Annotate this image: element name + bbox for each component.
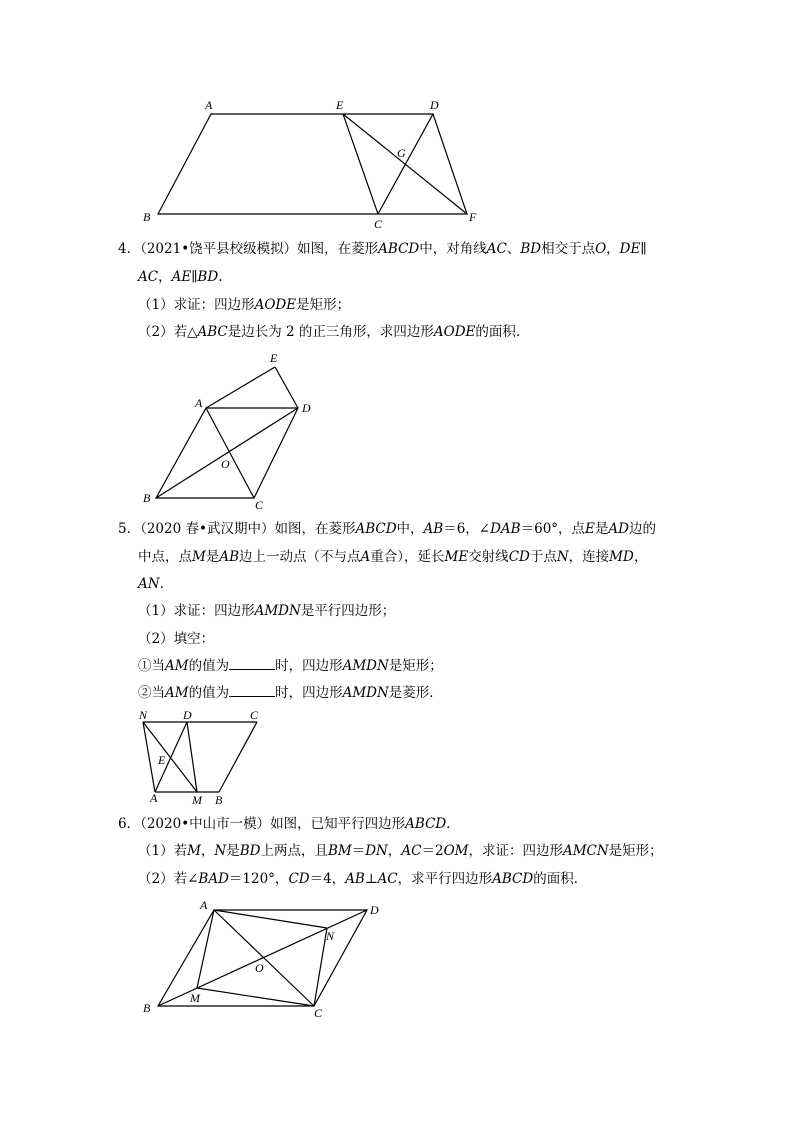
- text: BAD: [198, 871, 229, 887]
- fig2-label: O: [221, 457, 230, 471]
- text: ABCD: [405, 816, 447, 832]
- text: M: [187, 843, 201, 859]
- text: （2）若△: [138, 324, 198, 340]
- text: AB⊥AC: [345, 871, 398, 887]
- fig1-label: D: [430, 98, 439, 112]
- text: 是: [205, 549, 220, 565]
- fig1-label: E: [336, 98, 344, 112]
- fig4-label: A: [200, 898, 208, 912]
- text: （1）若: [138, 843, 188, 859]
- text: 6．（2020•中山市一模）如图，已知平行四边形: [118, 816, 406, 832]
- text: AMDN: [254, 603, 301, 619]
- text: 中点，点: [138, 549, 192, 565]
- text: 是边长为 2 的正三角形，求四边形: [227, 324, 434, 340]
- text: ，: [200, 843, 215, 859]
- text: AB: [423, 521, 444, 537]
- text: 是菱形．: [388, 685, 443, 701]
- text: 相交于点: [541, 241, 596, 257]
- text: ②当: [138, 685, 165, 701]
- fig4-label: C: [314, 1006, 323, 1020]
- text: ABC: [197, 324, 228, 340]
- text: AMCN: [562, 843, 609, 859]
- text: ，求平行四边形: [397, 871, 493, 887]
- text: AB: [219, 549, 239, 565]
- text: 的面积．: [475, 324, 530, 340]
- text: ．: [446, 816, 460, 832]
- text: （1）求证：四边形: [138, 297, 255, 313]
- fig1-label: G: [397, 146, 406, 160]
- text: ABCD: [378, 241, 420, 257]
- text: ．: [159, 576, 174, 592]
- fig4-label: B: [143, 1001, 151, 1015]
- fig2-label: A: [195, 396, 203, 410]
- text: AD: [608, 521, 629, 537]
- text: 边上一动点（不与点: [239, 549, 361, 565]
- text: ，连接: [568, 549, 610, 565]
- text: AC: [486, 241, 507, 257]
- text: ＝: [351, 843, 366, 859]
- fig4-seg-an: [214, 910, 327, 928]
- text: N: [214, 843, 227, 859]
- text: AM: [165, 685, 189, 701]
- text: 是平行四边形；: [300, 603, 396, 619]
- text: BD: [520, 241, 542, 257]
- text: ，: [158, 269, 172, 285]
- text: CD: [288, 871, 310, 887]
- text: 是矩形；: [608, 843, 663, 859]
- text: O: [595, 241, 607, 257]
- text: 的值为: [188, 685, 230, 701]
- fig3-label: M: [192, 793, 202, 807]
- fig4-label: D: [370, 903, 379, 917]
- fig1-label: C: [374, 217, 383, 231]
- text: M: [192, 549, 206, 565]
- text: ABCD: [492, 871, 534, 887]
- text: 是: [594, 521, 609, 537]
- text: （2）若∠: [138, 871, 199, 887]
- fig3-label: D: [183, 708, 192, 722]
- fig2-label: C: [255, 498, 264, 512]
- text: 4．（2021•饶平县校级模拟）如图，在菱形: [118, 241, 379, 257]
- fig4-diag-ac: [214, 910, 314, 1006]
- text: 是矩形；: [296, 297, 351, 313]
- text: ①当: [138, 658, 165, 674]
- fig1-label: F: [469, 210, 477, 224]
- fig2-label: E: [270, 351, 278, 365]
- text: ，: [387, 843, 402, 859]
- text: ABCD: [355, 521, 397, 537]
- text: AC: [138, 269, 159, 285]
- text: BD: [239, 843, 261, 859]
- text: N: [556, 549, 569, 565]
- text: ，: [606, 241, 620, 257]
- text: ＝120°，: [228, 871, 289, 887]
- text: MD: [609, 549, 634, 565]
- text: ，求证：四边形: [468, 843, 563, 859]
- fig3-label: E: [158, 753, 166, 767]
- fig4-label: N: [326, 929, 335, 943]
- text: ＝2: [421, 843, 444, 859]
- text: E: [585, 521, 595, 537]
- text: （2）填空：: [138, 631, 215, 647]
- text: 时，四边形: [275, 685, 343, 701]
- text: AN: [138, 576, 160, 592]
- text: 于点: [529, 549, 557, 565]
- text: ＝60°，点: [520, 521, 586, 537]
- fig4-label: O: [255, 961, 264, 975]
- text: 时，四边形: [275, 658, 343, 674]
- text: 的面积．: [533, 871, 588, 887]
- text: DAB: [490, 521, 521, 537]
- text: 重合），延长: [370, 549, 445, 565]
- text: 上两点，且: [260, 843, 328, 859]
- text: AODE: [254, 297, 297, 313]
- text: 交射线: [468, 549, 509, 565]
- text: AODE: [433, 324, 476, 340]
- fig4-label: M: [190, 991, 200, 1005]
- fig3-label: A: [150, 791, 158, 805]
- text: CD: [508, 549, 530, 565]
- fig4-seg-mc: [197, 988, 314, 1006]
- text: .: [218, 269, 223, 285]
- text: （1）求证：四边形: [138, 603, 255, 619]
- text: 、: [506, 241, 521, 257]
- text: ME: [444, 549, 469, 565]
- text: 的值为: [188, 658, 230, 674]
- text: ＝4，: [309, 871, 346, 887]
- text: AMDN: [342, 685, 389, 701]
- text: ，: [633, 549, 648, 565]
- text: AE∥BD: [171, 269, 219, 285]
- text: AMDN: [342, 658, 389, 674]
- text: DN: [365, 843, 388, 859]
- text: 中，对角线: [419, 241, 487, 257]
- text: 5．（2020 春•武汉期中）如图，在菱形: [118, 521, 356, 537]
- text: 中，: [396, 521, 424, 537]
- text: 是矩形；: [388, 658, 443, 674]
- text: BM: [327, 843, 352, 859]
- fig3-label: N: [139, 708, 148, 722]
- fig2-label: D: [302, 401, 311, 415]
- text: ＝6，∠: [443, 521, 491, 537]
- fig3-label: C: [250, 708, 259, 722]
- fig1-label: B: [143, 210, 151, 224]
- fig1-label: A: [205, 98, 213, 112]
- text: 边的: [628, 521, 656, 537]
- fig2-label: B: [143, 491, 151, 505]
- fig4-seg-am: [197, 910, 214, 988]
- text: OM: [443, 843, 469, 859]
- text: DE∥: [619, 241, 647, 257]
- fig3-label: B: [215, 793, 223, 807]
- text: 是: [226, 843, 240, 859]
- text: AC: [401, 843, 422, 859]
- text: AM: [165, 658, 189, 674]
- text: A: [360, 549, 371, 565]
